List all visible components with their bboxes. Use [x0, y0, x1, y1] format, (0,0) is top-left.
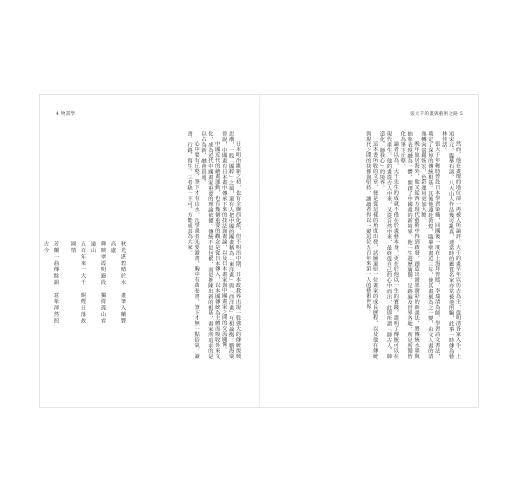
left-paragraph: 心中要有丘壑，筆下才有山水。凡學畫者先要讀書，胸中有萬卷書，筆下才無一點俗氣。讀書、行路、寫生，三者缺一不可，方能成其為大家。 [186, 131, 200, 359]
right-paragraph: 然而，他在畫壇的地位卻一再被人所論評。大千的畫早年以仿古為主，從明清各家入手，上追宋元，臨摹石濤、八大山人作品幾可亂真，連當時的鑑賞名家亦常被他所騙，此事一時傳為藝林佳話。 [441, 131, 461, 359]
right-paragraph: 論者以為，大千先生的成就不僅在於畫藝本身，更在於他以一生的實踐，證明了傳統可以在現代重生。他的畫從古人中來，又從自然中來，最終從自己的心中而出，此即所謂「師古人、師造化、師我心」的境界。 [379, 131, 399, 359]
left-page [40, 95, 259, 407]
right-paragraph: 晚年旅居海外，他又從西方現代藝術中得到啟發，創造出潑墨潑彩的新畫法，將傳統水墨與抽象表現融為一體，開創了中國畫的新境界。他一生遊歷廣闊，足跡遍及世界各地，所見所聞皆化為筆下丘壑。 [399, 131, 420, 359]
book-spread [40, 95, 478, 407]
left-running-head: 4 物書學 [56, 112, 76, 117]
poem-line: 秋光湛碧晴於水 畫筆入蘭豐高處 [110, 241, 126, 325]
poem-line: 輝映翠霞明錦段 獨倚孤山看遠山 [90, 241, 106, 325]
left-paragraph: 日本明治維新之初，也有全盤西化派，但不明治中期，日本政教界出現一股強大的傳統復興思潮，一股「國粹」之風，還有人把中國的國畫稱為「東洋畫」與「西洋畫」互相論衡。劉海粟曾說，中國畫有日本畫中傳承下來的技法與畫論，以及日本畫家與中國畫家之間的交流關係。 [221, 131, 241, 359]
right-body-text [277, 131, 461, 359]
inscription-poem [43, 241, 128, 329]
left-body-text [125, 131, 241, 359]
right-paragraph: 張大千年輕時曾赴日本學習染織，回國後一度在上海拜曾熙、李瑞清為師，學習詩文書法，奠定了深厚的傳統根基。其後他遠赴敦煌，臨摹壁畫近三年，使其畫風為之一變，由文人畫的清逸轉向富麗恢宏，色彩運用更加大膽。 [420, 131, 441, 359]
right-running-head: 張大千的畫與藝術之路 5 [410, 112, 463, 117]
poem-line: 五百年來一大千 暝煙日落故園情 [70, 241, 86, 325]
right-paragraph: 這本書所收的文章，便是從這樣的角度出發，試圖還原一位畫家的成長歷程，以及他在傳統與現代之間的抉擇與堅持，讓讀者得以一窺這位五百年來第一人的藝術世界。 [365, 131, 379, 359]
poem-line: 芳蘭一曲傳餘韻 意象渾然照古今 [43, 241, 59, 325]
right-page [260, 95, 479, 407]
left-paragraph: 中國近代的繪畫運動，也有幾個重要的觀念是從日本傳入，以本國傳統為主體而吸收外來文化，成為近代中國畫家重要的理論依據。傳統不是包袱，而是推陳出新的根基，畫家所追求的是以古為新，融會貫通。 [200, 131, 221, 359]
